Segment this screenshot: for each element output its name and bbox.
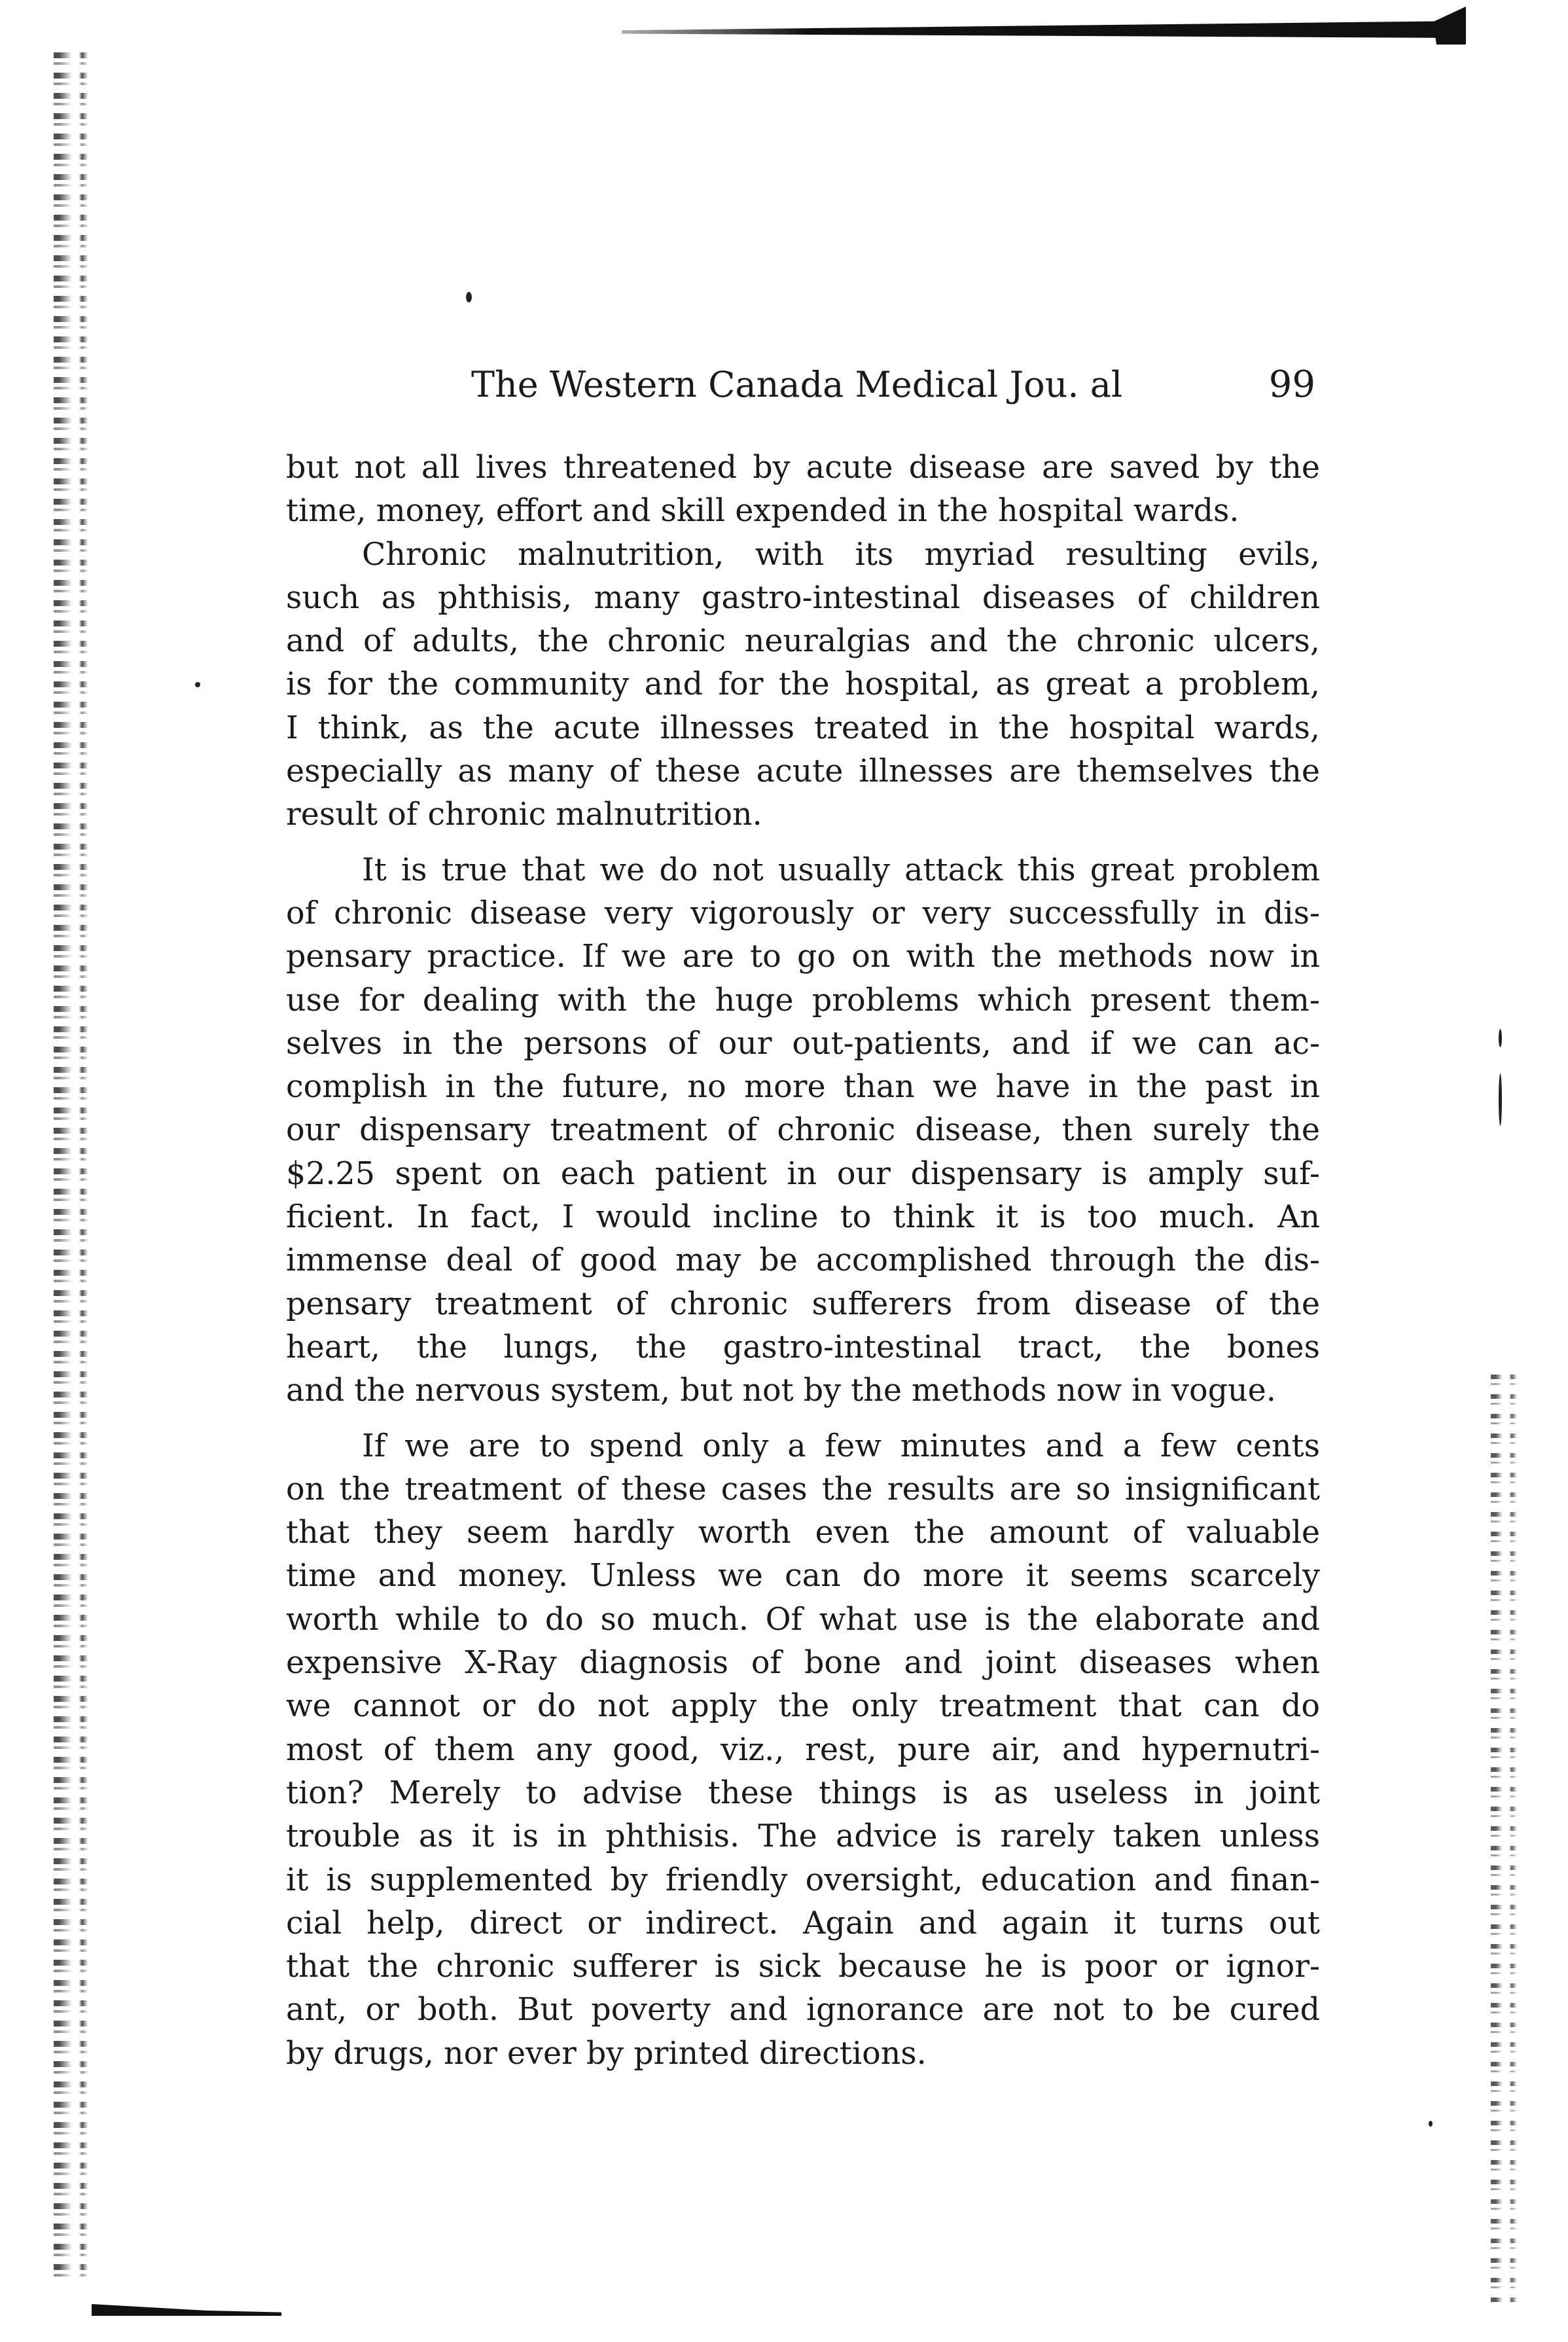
scan-speck bbox=[466, 292, 472, 302]
text-line: is for the community and for the hospital, as great a problem, bbox=[286, 666, 1320, 703]
text-line: cial help, direct or indirect. Again and again it turns out bbox=[286, 1905, 1320, 1941]
text-line: it is supplemented by friendly oversight, education and finan- bbox=[286, 1862, 1320, 1898]
text-line: tion? Merely to advise these things is as useless in joint bbox=[286, 1775, 1320, 1811]
text-line: time, money, effort and skill expended in the hospital wards. bbox=[286, 493, 1239, 530]
text-line: especially as many of these acute illnesses are themselves the bbox=[286, 753, 1320, 790]
text-line: I think, as the acute illnesses treated in the hospital wards, bbox=[286, 710, 1320, 746]
top-edge-rule bbox=[622, 21, 1466, 38]
text-line: If we are to spend only a few minutes and a few cents bbox=[362, 1428, 1320, 1464]
text-line: ficient. In fact, I would incline to think it is too much. An bbox=[286, 1199, 1320, 1236]
text-line: worth while to do so much. Of what use is the elaborate and bbox=[286, 1601, 1320, 1638]
paragraph bbox=[286, 849, 1320, 1413]
text-line: pensary treatment of chronic sufferers from disease of the bbox=[286, 1286, 1320, 1322]
paragraph-gap bbox=[286, 837, 1320, 849]
left-binding-shadow bbox=[54, 52, 99, 2278]
text-line: we cannot or do not apply the only treatment that can do bbox=[286, 1688, 1320, 1725]
text-line: complish in the future, no more than we have in the past in bbox=[286, 1069, 1320, 1106]
text-line: by drugs, nor ever by printed directions. bbox=[286, 2035, 927, 2072]
text-line: ant, or both. But poverty and ignorance are not to be cured bbox=[286, 1992, 1320, 2028]
paragraph-gap bbox=[286, 1413, 1320, 1425]
text-line: that they seem hardly worth even the amount of valuable bbox=[286, 1515, 1320, 1551]
scan-speck bbox=[1429, 2121, 1433, 2127]
text-line: Chronic malnutrition, with its myriad resulting evils, bbox=[362, 536, 1320, 573]
text-line: selves in the persons of our out-patients, and if we can ac- bbox=[286, 1025, 1320, 1062]
text-line: pensary practice. If we are to go on with the methods now in bbox=[286, 939, 1320, 975]
text-line: immense deal of good may be accomplished through the dis- bbox=[286, 1242, 1320, 1279]
paragraph bbox=[286, 1425, 1320, 2076]
text-line: our dispensary treatment of chronic disease, then surely the bbox=[286, 1112, 1320, 1149]
scan-speck bbox=[1499, 1029, 1502, 1047]
running-head bbox=[471, 359, 1315, 411]
paragraph bbox=[286, 446, 1320, 533]
body-text bbox=[286, 446, 1320, 2076]
text-line: and of adults, the chronic neuralgias and the chronic ulcers, bbox=[286, 623, 1320, 660]
text-line: and the nervous system, but not by the methods now in vogue. bbox=[286, 1373, 1276, 1409]
text-line: that the chronic sufferer is sick because he is poor or ignor- bbox=[286, 1949, 1320, 1985]
text-line: trouble as it is in phthisis. The advice is rarely taken unless bbox=[286, 1818, 1320, 1855]
text-line: most of them any good, viz., rest, pure air, and hypernutri- bbox=[286, 1731, 1320, 1768]
text-line: $2.25 spent on each patient in our dispensary is amply suf- bbox=[286, 1155, 1320, 1192]
text-line: on the treatment of these cases the results are so insignificant bbox=[286, 1471, 1320, 1507]
text-line: use for dealing with the huge problems which present them- bbox=[286, 982, 1320, 1018]
text-line: time and money. Unless we can do more it seems scarcely bbox=[286, 1558, 1320, 1594]
text-line: result of chronic malnutrition. bbox=[286, 797, 762, 833]
left-binding-shadow-bottom bbox=[92, 2304, 281, 2316]
text-line: but not all lives threatened by acute disease are saved by the bbox=[286, 450, 1320, 486]
running-title: The Western Canada Medical Jou. al bbox=[471, 364, 1123, 405]
text-line: heart, the lungs, the gastro-intestinal tract, the bones bbox=[286, 1329, 1320, 1365]
right-binding-shadow bbox=[1491, 1375, 1517, 2304]
paragraph bbox=[286, 533, 1320, 837]
text-line: such as phthisis, many gastro-intestinal diseases of children bbox=[286, 579, 1320, 616]
text-line: of chronic disease very vigorously or very successfully in dis- bbox=[286, 895, 1320, 931]
text-line: It is true that we do not usually attack this great problem bbox=[362, 852, 1320, 888]
scan-speck bbox=[195, 682, 200, 687]
text-line: expensive X-Ray diagnosis of bone and joint diseases when bbox=[286, 1645, 1320, 1682]
scan-speck bbox=[1499, 1073, 1502, 1126]
top-edge-rule-tail bbox=[1433, 7, 1466, 45]
page-number: 99 bbox=[1268, 363, 1315, 406]
